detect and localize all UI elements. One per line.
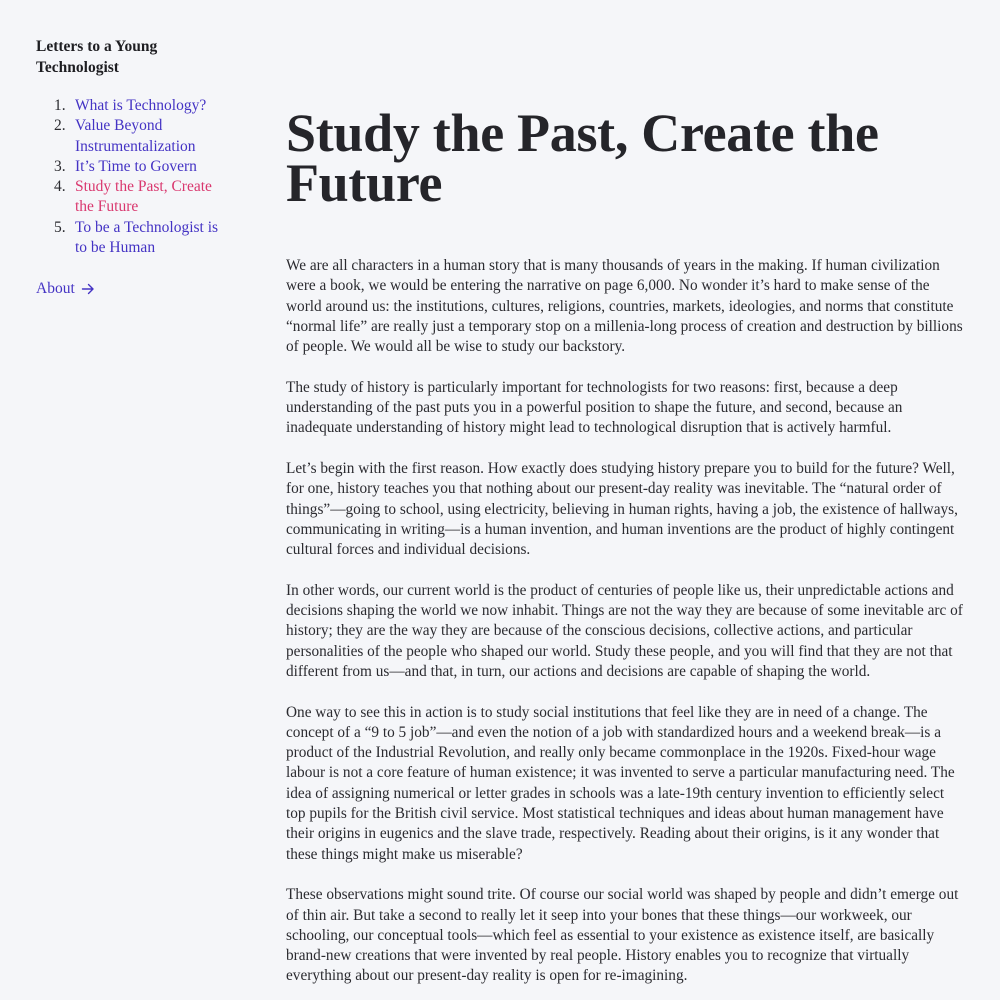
chapter-number: 3. <box>54 157 66 175</box>
chapter-label: Value Beyond Instrumentalization <box>75 117 196 155</box>
chapter-number: 5. <box>54 218 66 236</box>
chapter-list <box>36 96 226 258</box>
paragraph: Let’s begin with the first reason. How exactly does studying history prepare you to build for the future? Well, for one, history teaches you that nothing about our present-day reality was inevitable. The “natural order of things”—going to school, using electricity, believing in human rights, having a job, the existence of hallways, communicating in writing—is a human invention, and human inventions are the product of highly contingent cultural forces and individual decisions. <box>286 459 958 559</box>
article-body <box>286 256 966 987</box>
site-title[interactable]: Letters to a Young Technologist <box>36 38 158 76</box>
chapter-label: What is Technology? <box>75 97 207 114</box>
sidebar <box>36 36 226 299</box>
chapter-link-5[interactable] <box>54 218 226 259</box>
chapter-number: 1. <box>54 97 66 114</box>
chapter-label: To be a Technologist is to be Human <box>75 218 219 257</box>
about-link[interactable] <box>36 279 95 299</box>
chapter-link-3[interactable] <box>54 157 226 177</box>
paragraph: The study of history is particularly important for technologists for two reasons: first, because a deep understanding of the past puts you in a powerful position to shape the future, and second, because an inadequate understanding of history might lead to technological disruption that is actively harmful. <box>286 378 903 437</box>
paragraph: These observations might sound trite. Of course our social world was shaped by people and didn’t emerge out of thin air. But take a second to really let it seep into your bones that these things—our workweek, our schooling, our conceptual tools—which feel as essential to your existence as existence itself, are basically brand-new creations that were invented by real people. History enables you to recognize that virtually everything about our present-day reality is open for re-imagining. <box>286 886 959 985</box>
chapter-number: 4. <box>54 178 66 196</box>
chapter-label: It’s Time to Govern <box>75 157 197 175</box>
arrow-right-icon <box>81 282 95 296</box>
paragraph: In other words, our current world is the product of centuries of people like us, their unpredictable actions and decisions shaping the world we now inhabit. Things are not the way they are because of some inevitable arc of history; they are the way they are because of the conscious decisions, collective actions, and particular personalities of the people who shaped our world. Study these people, and you will find that they are not that different from us—and that, in turn, our actions and decisions are capable of shaping the world. <box>286 581 963 680</box>
chapter-link-2[interactable] <box>54 116 226 157</box>
main-content <box>286 103 966 1000</box>
chapter-label: Study the Past, Create the Future <box>75 178 212 216</box>
page-title: Study the Past, Create the Future <box>286 103 879 213</box>
paragraph: One way to see this in action is to study social institutions that feel like they are in need of a change. The concept of a “9 to 5 job”—and even the notion of a job with standardized hours and a weekend break—is a product of the Industrial Revolution, and really only became commonplace in the 1920s. Fixed-hour wage labour is not a core feature of human existence; it was invented to serve a particular manufacturing need. The idea of assigning numerical or letter grades in schools was a late-19th century invention to efficiently select top pupils for the British civil service. Most statistical techniques and ideas about human management have their origins in eugenics and the slave trade, respectively. Reading about their origins, is it any wonder that these things might make us miserable? <box>286 703 955 863</box>
chapter-link-4[interactable] <box>54 177 226 218</box>
about-label: About <box>36 280 75 298</box>
paragraph: We are all characters in a human story that is many thousands of years in the making. If human civilization were a book, we would be entering the narrative on page 6,000. No wonder it’s hard to make sense of the world around us: the institutions, cultures, religions, countries, markets, ideologies, and norms that constitute “normal life” are really just a temporary stop on a millenia-long process of creation and destruction by billions of people. We would all be wise to study our backstory. <box>286 257 963 356</box>
chapter-number: 2. <box>54 117 66 135</box>
chapter-link-1[interactable] <box>54 96 226 116</box>
